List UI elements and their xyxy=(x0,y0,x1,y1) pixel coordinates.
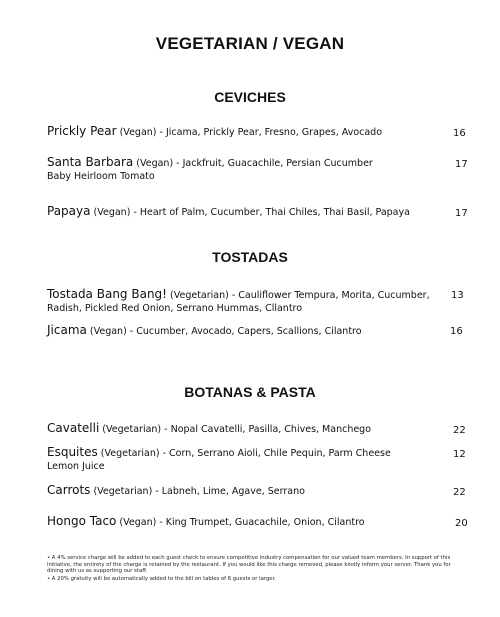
item-description: (Vegan) - Heart of Palm, Cucumber, Thai Chiles, Thai Basil, Papaya xyxy=(90,207,410,218)
item-name: Tostada Bang Bang! xyxy=(47,287,167,301)
item-name: Esquites xyxy=(47,445,98,459)
item-description-continued: Baby Heirloom Tomato xyxy=(47,171,155,182)
menu-item-prickly-pear xyxy=(47,125,467,139)
section-title-ceviches: CEVICHES xyxy=(214,89,286,105)
section-title-botanas-pasta: BOTANAS & PASTA xyxy=(184,384,316,400)
item-price: 20 xyxy=(455,518,468,529)
menu-item-jicama xyxy=(47,324,467,338)
item-name: Carrots xyxy=(47,483,91,497)
item-description-continued: Lemon Juice xyxy=(47,461,105,472)
item-description-continued: Radish, Pickled Red Onion, Serrano Hummas, Cllantro xyxy=(47,303,303,314)
item-price: 22 xyxy=(453,487,466,498)
menu-item-esquites xyxy=(47,446,467,473)
item-description: (Vegan) - Jackfruit, Guacachile, Persian Cucumber xyxy=(133,158,373,169)
menu-item-carrots xyxy=(47,484,467,498)
footnote-gratuity: • A 20% gratuity will be automatically added to the bill on tables of 6 guests or larger. xyxy=(47,576,276,582)
item-description: (Vegan) - Cucumber, Avocado, Capers, Scallions, Cilantro xyxy=(86,326,362,337)
item-description: (Vegan) - King Trumpet, Guacachile, Onion, Cilantro xyxy=(116,517,365,528)
item-price: 12 xyxy=(453,449,466,460)
item-name: Papaya xyxy=(47,204,91,218)
footnote-service-charge: • A 4% service charge will be added to each guest check to ensure competitive industry compensation for our valued team members. In support of this initiative, the entirety of the charge is retained by the restaurant. If you would like this charge removed, please kindly inform your server. Thank you for dining with us as supporting our staff. xyxy=(47,555,451,575)
item-price: 16 xyxy=(453,128,466,139)
item-name: Prickly Pear xyxy=(47,124,117,138)
item-name: Jicama xyxy=(47,323,87,337)
item-price: 13 xyxy=(451,290,464,301)
item-name: Santa Barbara xyxy=(47,155,134,169)
item-description: (Vegetarian) - Corn, Serrano Aioli, Chile Pequin, Parm Cheese xyxy=(97,448,391,459)
item-price: 16 xyxy=(450,326,463,337)
menu-item-hongo-taco xyxy=(47,515,467,529)
item-price: 17 xyxy=(455,208,468,219)
item-description: (Vegetarian) - Labneh, Lime, Agave, Serrano xyxy=(90,486,305,497)
item-name: Cavatelli xyxy=(47,421,100,435)
item-description: (Vegan) - Jicama, Prickly Pear, Fresno, Grapes, Avocado xyxy=(116,127,383,138)
menu-item-papaya xyxy=(47,205,467,219)
section-title-tostadas: TOSTADAS xyxy=(212,249,288,265)
item-price: 22 xyxy=(453,425,466,436)
item-description: (Vegetarian) - Nopal Cavatelli, Pasilla, Chives, Manchego xyxy=(99,424,372,435)
item-price: 17 xyxy=(455,159,468,170)
item-name: Hongo Taco xyxy=(47,514,117,528)
page-title: VEGETARIAN / VEGAN xyxy=(155,34,345,53)
item-description: (Vegetarian) - Cauliflower Tempura, Morita, Cucumber, xyxy=(166,290,430,301)
menu-item-cavatelli xyxy=(47,422,467,436)
menu-item-tostada-bang-bang xyxy=(47,288,467,315)
menu-item-santa-barbara xyxy=(47,156,467,183)
